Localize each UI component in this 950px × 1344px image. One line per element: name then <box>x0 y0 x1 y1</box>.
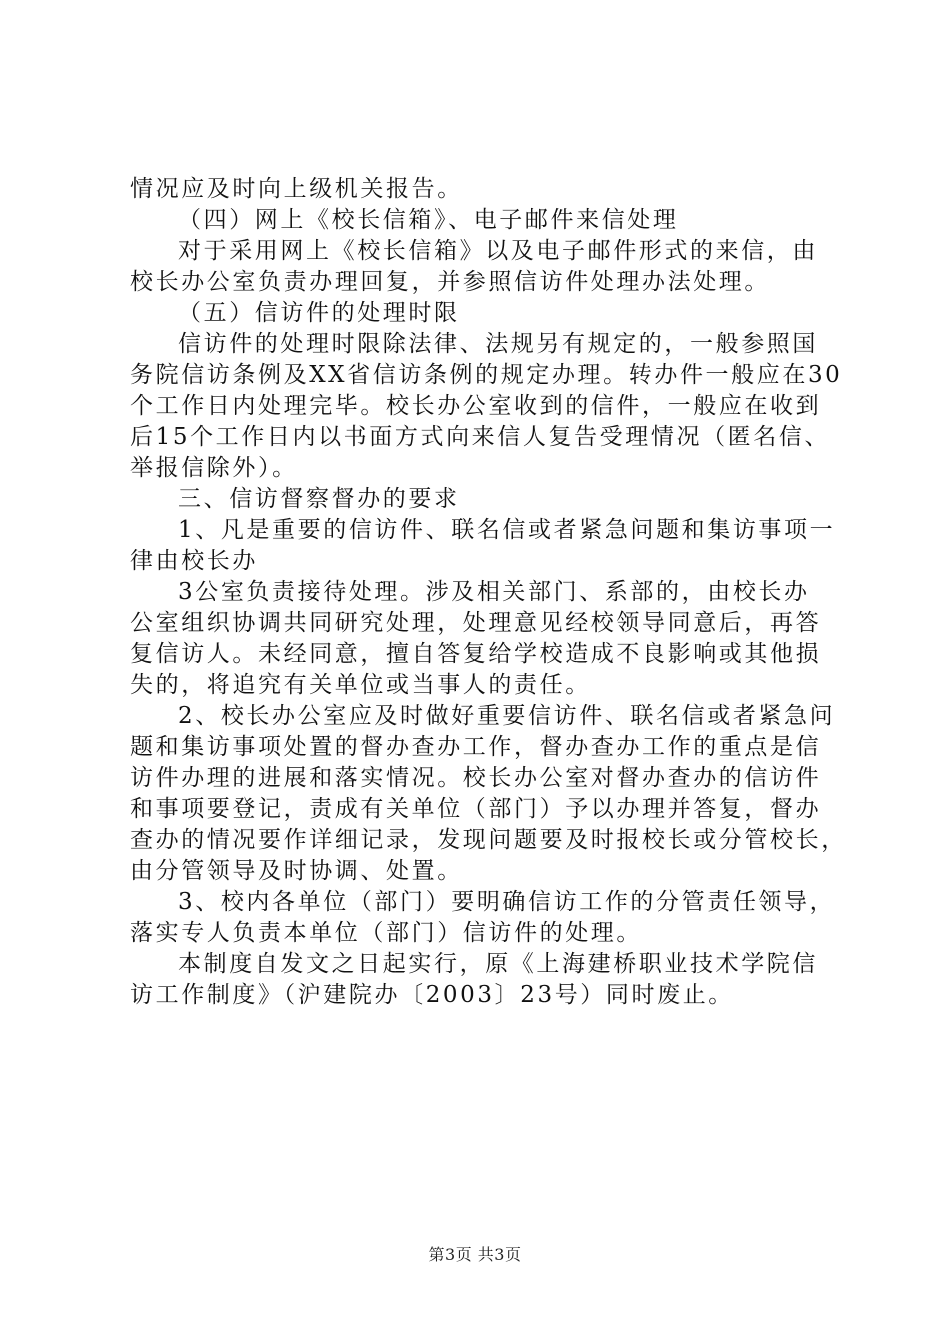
text-line: 和事项要登记，责成有关单位（部门）予以办理并答复，督办 <box>130 796 822 822</box>
text-line: 本制度自发文之日起实行，原《上海建桥职业技术学院信 <box>178 951 818 977</box>
section-heading: 三、信访督察督办的要求 <box>178 486 460 512</box>
text-line: 举报信除外）。 <box>130 455 298 481</box>
text-line: 信访件的处理时限除法律、法规另有规定的，一般参照国 <box>178 331 818 357</box>
page-number-footer: 第3页 共3页 <box>428 1245 522 1264</box>
text-line: 公室组织协调共同研究处理，处理意见经校领导同意后，再答 <box>130 610 822 636</box>
text-line: 2、校长办公室应及时做好重要信访件、联名信或者紧急问 <box>178 703 836 729</box>
text-line: 校长办公室负责办理回复，并参照信访件处理办法处理。 <box>130 269 770 295</box>
text-line: 落实专人负责本单位（部门）信访件的处理。 <box>130 920 642 946</box>
text-line: 个工作日内处理完毕。校长办公室收到的信件，一般应在收到 <box>130 393 822 419</box>
text-line: 复信访人。未经同意，擅自答复给学校造成不良影响或其他损 <box>130 641 822 667</box>
text-line: 律由校长办 <box>130 548 258 574</box>
text-line: 务院信访条例及XX省信访条例的规定办理。转办件一般应在30 <box>130 362 843 388</box>
section-heading: （四）网上《校长信箱》、电子邮件来信处理 <box>178 207 679 233</box>
text-line: 查办的情况要作详细记录，发现问题要及时报校长或分管校长， <box>130 827 847 853</box>
section-heading: （五）信访件的处理时限 <box>178 300 460 326</box>
text-line: 失的，将追究有关单位或当事人的责任。 <box>130 672 591 698</box>
text-line: 3、校内各单位（部门）要明确信访工作的分管责任领导， <box>178 889 836 915</box>
text-line: 情况应及时向上级机关报告。 <box>130 176 463 202</box>
text-line: 3公室负责接待处理。涉及相关部门、系部的，由校长办 <box>178 579 810 605</box>
text-line: 题和集访事项处置的督办查办工作，督办查办工作的重点是信 <box>130 734 822 760</box>
text-line: 1、凡是重要的信访件、联名信或者紧急问题和集访事项一 <box>178 517 836 543</box>
text-line: 后15个工作日内以书面方式向来信人复告受理情况（匿名信、 <box>130 424 831 450</box>
text-line: 访工作制度》（沪建院办〔2003〕23号）同时废止。 <box>130 982 734 1008</box>
text-line: 对于采用网上《校长信箱》以及电子邮件形式的来信，由 <box>178 238 818 264</box>
text-line: 由分管领导及时协调、处置。 <box>130 858 463 884</box>
text-line: 访件办理的进展和落实情况。校长办公室对督办查办的信访件 <box>130 765 822 791</box>
